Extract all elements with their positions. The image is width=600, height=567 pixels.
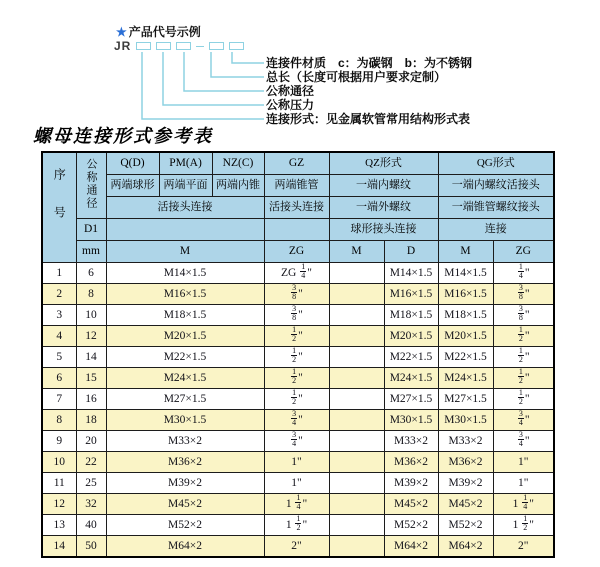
table-cell: M64×2	[106, 535, 264, 557]
table-cell	[329, 346, 384, 367]
table-cell: M33×2	[438, 430, 493, 451]
header-col-nz: NZ(C)	[212, 152, 264, 174]
table-cell: 2	[42, 283, 76, 304]
table-cell: M36×2	[384, 451, 438, 472]
header-col-gz: GZ	[264, 152, 329, 174]
header-blank-gz	[264, 218, 329, 240]
header-seq: 序号	[42, 152, 76, 262]
table-cell: $\frac{3}{8}$ "	[264, 304, 329, 325]
table-cell: M52×2	[106, 514, 264, 535]
table-cell: M39×2	[106, 472, 264, 493]
table-cell: 22	[76, 451, 106, 472]
table-cell: $\frac{1}{4}$ "	[493, 262, 554, 283]
table-cell: M22×1.5	[384, 346, 438, 367]
table-cell: M14×1.5	[106, 262, 264, 283]
header-gz-desc: 两端锥管	[264, 174, 329, 196]
table-cell: M30×1.5	[384, 409, 438, 430]
leader-line-material	[232, 52, 264, 63]
table-cell	[329, 367, 384, 388]
table-row	[42, 493, 554, 514]
table-cell: M30×1.5	[106, 409, 264, 430]
table-cell: $\frac{1}{2}$ "	[493, 367, 554, 388]
leader-line-diameter	[184, 52, 264, 91]
table-cell: M14×1.5	[438, 262, 493, 283]
header-unit-qz-d: D	[384, 240, 438, 262]
table-cell: $\frac{1}{2}$ "	[264, 346, 329, 367]
table-cell: M24×1.5	[438, 367, 493, 388]
callout-diameter: 公称通径	[266, 84, 315, 98]
table-cell: 9	[42, 430, 76, 451]
table-cell: $\frac{1}{2}$ "	[264, 367, 329, 388]
table-cell: $\frac{1}{2}$ "	[264, 325, 329, 346]
header-unit-qg-zg: ZG	[493, 240, 554, 262]
table-cell: 4	[42, 325, 76, 346]
table-cell: M52×2	[384, 514, 438, 535]
table-row	[42, 451, 554, 472]
table-row	[42, 472, 554, 493]
table-cell	[329, 493, 384, 514]
table-cell: $\frac{3}{8}$ "	[493, 304, 554, 325]
table-cell: 6	[42, 367, 76, 388]
table-row	[42, 262, 554, 283]
table-cell: M39×2	[384, 472, 438, 493]
table-cell: M16×1.5	[438, 283, 493, 304]
table-cell: M45×2	[384, 493, 438, 514]
table-cell: M20×1.5	[384, 325, 438, 346]
table-cell: 1"	[264, 472, 329, 493]
table-cell: 8	[76, 283, 106, 304]
table-cell	[329, 472, 384, 493]
table-cell: 25	[76, 472, 106, 493]
table-cell: M16×1.5	[384, 283, 438, 304]
callout-pressure: 公称压力	[266, 98, 315, 112]
table-cell: M33×2	[106, 430, 264, 451]
code-box-4	[209, 42, 224, 50]
table-cell: $\frac{3}{4}$ "	[264, 430, 329, 451]
table-cell	[329, 409, 384, 430]
table-cell: 1"	[493, 472, 554, 493]
table-cell	[329, 430, 384, 451]
header-unit-qz-m: M	[329, 240, 384, 262]
table-row	[42, 514, 554, 535]
table-row	[42, 388, 554, 409]
table-header	[42, 152, 554, 262]
table-cell: M24×1.5	[106, 367, 264, 388]
header-qz-desc2: 一端外螺纹	[329, 196, 438, 218]
table-cell: 12	[42, 493, 76, 514]
table-cell: 16	[76, 388, 106, 409]
table-cell: 14	[76, 346, 106, 367]
header-q-desc: 两端球形	[106, 174, 159, 196]
header-qz-conn: 球形接头连接	[329, 218, 438, 240]
table-cell: 10	[42, 451, 76, 472]
code-dash	[196, 46, 204, 47]
callout-connection: 连接形式：见金属软管常用结构形式表	[266, 112, 471, 126]
table-cell: M64×2	[384, 535, 438, 557]
callout-length: 总长（长度可根据用户要求定制）	[266, 70, 447, 84]
table-row	[42, 409, 554, 430]
table-cell: 40	[76, 514, 106, 535]
table-cell: $\frac{1}{2}$ "	[493, 346, 554, 367]
example-label: 产品代号示例	[128, 25, 201, 39]
table-cell: M45×2	[106, 493, 264, 514]
table-cell: M27×1.5	[438, 388, 493, 409]
leader-line-connection	[142, 52, 264, 119]
table-cell: M20×1.5	[438, 325, 493, 346]
table-cell: M16×1.5	[106, 283, 264, 304]
header-gz-conn: 活接头连接	[264, 196, 329, 218]
table-cell: M20×1.5	[106, 325, 264, 346]
table-cell: M64×2	[438, 535, 493, 557]
table-cell: M18×1.5	[384, 304, 438, 325]
code-box-5	[229, 42, 244, 50]
header-pm-desc: 两端平面	[159, 174, 212, 196]
table-cell: 7	[42, 388, 76, 409]
table-body	[42, 262, 554, 557]
table-row	[42, 346, 554, 367]
table-cell	[329, 535, 384, 557]
table-row	[42, 535, 554, 557]
header-nz-desc: 两端内锥	[212, 174, 264, 196]
table-cell: M22×1.5	[106, 346, 264, 367]
table-row	[42, 325, 554, 346]
code-box-3	[176, 42, 191, 50]
header-qg-desc2: 一端锥管螺纹接头	[438, 196, 554, 218]
table-cell: 8	[42, 409, 76, 430]
table-cell	[329, 388, 384, 409]
table-cell: M36×2	[106, 451, 264, 472]
table-cell: $\frac{3}{4}$ "	[264, 409, 329, 430]
table-cell: 50	[76, 535, 106, 557]
table-cell: 1 $\frac{1}{4}$ "	[493, 493, 554, 514]
table-cell: M27×1.5	[106, 388, 264, 409]
table-cell: 5	[42, 346, 76, 367]
table-title: 螺母连接形式参考表	[33, 126, 213, 146]
table-cell: M14×1.5	[384, 262, 438, 283]
header-unit-m: M	[106, 240, 264, 262]
table-cell: 14	[42, 535, 76, 557]
code-box-2	[156, 42, 171, 50]
table-cell: 1 $\frac{1}{2}$ "	[493, 514, 554, 535]
table-row	[42, 283, 554, 304]
callout-material: 连接件材质 c：为碳钢 b：为不锈钢	[266, 56, 473, 70]
table-cell	[329, 304, 384, 325]
table-cell: 2"	[493, 535, 554, 557]
table-cell	[329, 283, 384, 304]
nut-connection-table	[41, 151, 555, 558]
header-col-qg: QG形式	[438, 152, 554, 174]
table-cell: 20	[76, 430, 106, 451]
table-row	[42, 304, 554, 325]
header-qg-conn: 连接	[438, 218, 554, 240]
table-cell: M36×2	[438, 451, 493, 472]
header-qg-desc1: 一端内螺纹活接头	[438, 174, 554, 196]
table-cell: 15	[76, 367, 106, 388]
table-cell: 1 $\frac{1}{4}$ "	[264, 493, 329, 514]
table-cell: 32	[76, 493, 106, 514]
star-icon: ★	[116, 25, 127, 39]
header-blank-m	[106, 218, 264, 240]
table-cell: M52×2	[438, 514, 493, 535]
table-cell	[329, 325, 384, 346]
table-cell: 12	[76, 325, 106, 346]
table-cell	[329, 514, 384, 535]
table-cell: M45×2	[438, 493, 493, 514]
table-cell: $\frac{1}{2}$ "	[264, 388, 329, 409]
table-cell: M22×1.5	[438, 346, 493, 367]
header-col-pm: PM(A)	[159, 152, 212, 174]
table-cell: M39×2	[438, 472, 493, 493]
table-cell: 1 $\frac{1}{2}$ "	[264, 514, 329, 535]
table-cell: 13	[42, 514, 76, 535]
header-col-qz: QZ形式	[329, 152, 438, 174]
table-row	[42, 430, 554, 451]
header-qz-desc1: 一端内螺纹	[329, 174, 438, 196]
table-cell: $\frac{3}{4}$ "	[493, 430, 554, 451]
header-qpmnz-conn: 活接头连接	[106, 196, 264, 218]
table-cell: 2"	[264, 535, 329, 557]
code-box-1	[136, 42, 151, 50]
header-col-q: Q(D)	[106, 152, 159, 174]
table-cell: 6	[76, 262, 106, 283]
table-cell: M30×1.5	[438, 409, 493, 430]
table-cell: $\frac{3}{4}$ "	[493, 409, 554, 430]
table-cell: 3	[42, 304, 76, 325]
product-code-example-heading	[116, 23, 201, 40]
header-unit-qg-m: M	[438, 240, 493, 262]
table-cell: M18×1.5	[438, 304, 493, 325]
table-cell: $\frac{1}{2}$ "	[493, 325, 554, 346]
table-cell: $\frac{1}{2}$ "	[493, 388, 554, 409]
header-unit-mm: mm	[76, 240, 106, 262]
product-code-row	[114, 40, 244, 52]
table-cell: M33×2	[384, 430, 438, 451]
leader-line-pressure	[163, 52, 264, 105]
table-cell: 1"	[264, 451, 329, 472]
header-dn: 公称通径	[76, 152, 106, 218]
table-cell: M24×1.5	[384, 367, 438, 388]
table-cell: 1	[42, 262, 76, 283]
table-cell: 1"	[493, 451, 554, 472]
table-cell: ZG $\frac{1}{4}$ "	[264, 262, 329, 283]
table-cell	[329, 262, 384, 283]
table-cell: M18×1.5	[106, 304, 264, 325]
table-cell: 10	[76, 304, 106, 325]
table-cell	[329, 451, 384, 472]
table-cell: 11	[42, 472, 76, 493]
header-unit-zg: ZG	[264, 240, 329, 262]
table-row	[42, 367, 554, 388]
table-cell: $\frac{3}{8}$ "	[493, 283, 554, 304]
table-cell: M27×1.5	[384, 388, 438, 409]
table-cell: $\frac{3}{8}$ "	[264, 283, 329, 304]
code-prefix: JR	[114, 39, 132, 53]
header-d1: D1	[76, 218, 106, 240]
leader-line-length	[211, 52, 264, 77]
table-cell: 18	[76, 409, 106, 430]
